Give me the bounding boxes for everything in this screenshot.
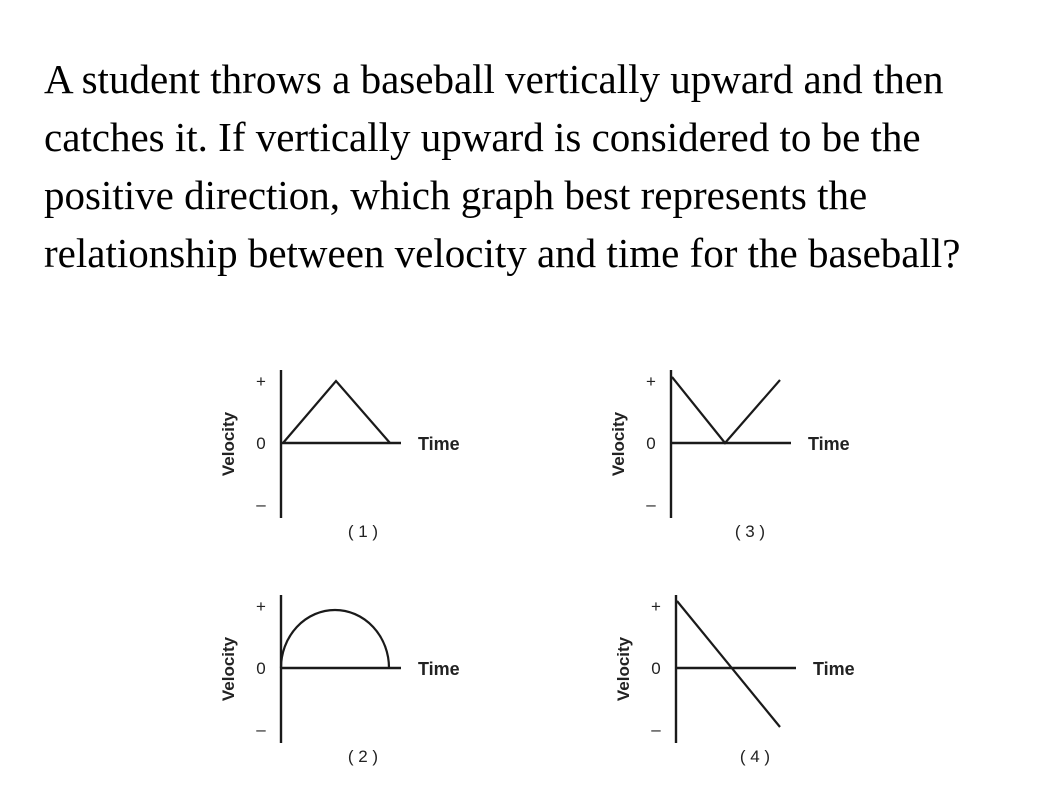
plus-tick-label: + — [646, 372, 656, 391]
velocity-curve — [677, 601, 780, 727]
graph-3-svg — [605, 362, 875, 547]
x-axis-label: Time — [813, 659, 855, 679]
graph-caption: ( 4 ) — [739, 747, 771, 766]
minus-tick-label: – — [646, 495, 656, 514]
zero-tick-label: 0 — [651, 659, 661, 678]
plus-tick-label: + — [651, 597, 661, 616]
graph-2-svg — [215, 587, 485, 772]
x-axis-label: Time — [808, 434, 850, 454]
graph-3 — [605, 362, 875, 547]
graph-1 — [215, 362, 485, 547]
question-text: A student throws a baseball vertically upward and then catches it. If vertically upward is considered to be the positive direction, which graph best represents the relationship between velocity and time for the baseball? — [44, 56, 961, 276]
velocity-curve — [281, 610, 389, 668]
plus-tick-label: + — [256, 372, 266, 391]
minus-tick-label: – — [256, 720, 266, 739]
y-axis-label: Velocity — [219, 411, 238, 477]
graph-4-svg — [610, 587, 880, 772]
velocity-curve — [672, 377, 780, 443]
zero-tick-label: 0 — [256, 434, 266, 453]
minus-tick-label: – — [651, 720, 661, 739]
y-axis-label: Velocity — [609, 411, 628, 477]
graph-1-svg — [215, 362, 485, 547]
minus-tick-label: – — [256, 495, 266, 514]
velocity-curve — [283, 381, 390, 443]
zero-tick-label: 0 — [646, 434, 656, 453]
graph-caption: ( 2 ) — [347, 747, 379, 766]
graph-caption: ( 3 ) — [734, 522, 766, 541]
graph-4 — [610, 587, 880, 772]
y-axis-label: Velocity — [614, 636, 633, 702]
x-axis-label: Time — [418, 659, 460, 679]
graph-2 — [215, 587, 485, 772]
x-axis-label: Time — [418, 434, 460, 454]
graph-caption: ( 1 ) — [347, 522, 379, 541]
plus-tick-label: + — [256, 597, 266, 616]
y-axis-label: Velocity — [219, 636, 238, 702]
zero-tick-label: 0 — [256, 659, 266, 678]
